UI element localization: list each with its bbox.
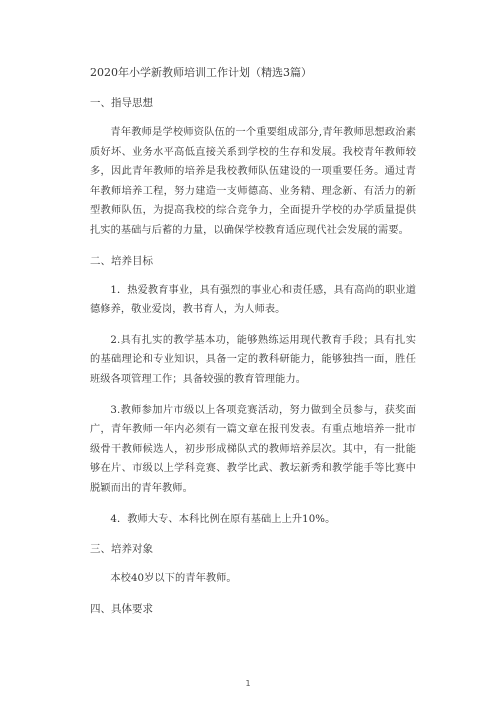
paragraph-goal-1: 1．热爱教育事业，具有强烈的事业心和责任感，具有高尚的职业道德修养，敬业爱岗，教书育人，为人师表。 [90,284,416,316]
section-heading-training-goals: 二、培养目标 [90,254,153,267]
paragraph-goal-3: 3.教师参加片市级以上各项竞赛活动，努力做到全员参与，获奖面广，青年教师一年内必须有一篇文章在报刊发表。有重点地培养一批市级骨干教师候选人，初步形成梯队式的教师培养层次。其中，有一批能够在片、市级以上学科竞赛、教学比武、教坛新秀和教学能手等比赛中脱颖而出的青年教师。 [90,404,416,494]
document-body [90,64,416,629]
page-number: 1 [245,679,251,688]
section-heading-guiding-ideology: 一、指导思想 [90,97,153,109]
section-heading-training-targets: 三、培养对象 [90,543,153,556]
document-title: 2020年小学新教师培训工作计划（精选3篇） [90,66,312,79]
paragraph-goal-2: 2.具有扎实的教学基本功，能够熟练运用现代教育手段；具有扎实的基础理论和专业知识，具备一定的教科研能力，能够独挡一面，胜任班级各项管理工作；具备较强的教育管理能力。 [90,334,416,385]
section-heading-specific-requirements: 四、具体要求 [90,602,153,615]
paragraph-guiding-ideology: 青年教师是学校师资队伍的一个重要组成部分,青年教师思想政治素质好坏、业务水平高低直接关系到学校的生存和发展。我校青年教师较多，因此青年教师的培养是我校教师队伍建设的一项重要任务。通过青年教师培养工程，努力建造一支师德高、业务精、理念新、有活力的新型教师队伍，为提高我校的综合竞争力，全面提升学校的办学质量提供扎实的基础与后蓄的力量，以确保学校教育适应现代社会发展的需要。 [90,127,416,236]
paragraph-goal-4: 4．教师大专、本科比例在原有基础上上升10%。 [110,513,336,525]
paragraph-training-targets: 本校40岁以下的青年教师。 [110,573,237,585]
